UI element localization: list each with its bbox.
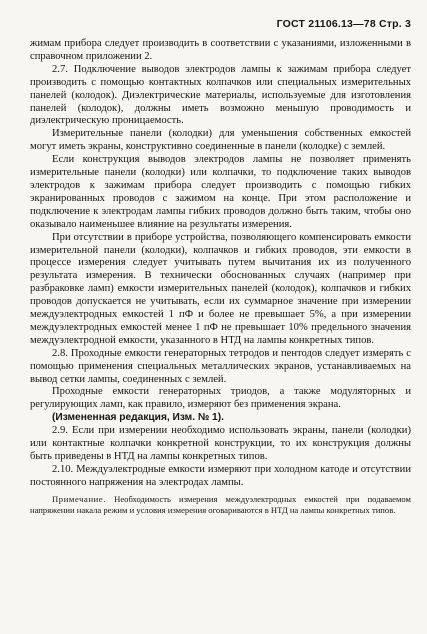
paragraph-2-7: 2.7. Подключение выводов электродов лампы к зажимам прибора следует производить с помощью контактных колпачков или специальных измерительных панелей (колодок). Диэлектрические материалы, используемые для изготовления панелей (колодок), должны иметь возможно меньшую проводимость и диэлектрическую проницаемость. (30, 63, 411, 127)
paragraph-2-9: 2.9. Если при измерении необходимо использовать экраны, панели (колодки) или контактные колпачки конкретной конструкции, то их конструкция должны быть приведены в НТД на лампы конкретных типов. (30, 425, 411, 462)
paragraph-continuation: жимам прибора следует производить в соответствии с указаниями, изложенными в справочном приложении 2. (30, 38, 411, 62)
paragraph-flexible-wires: Если конструкция выводов электродов лампы не позволяет применять измерительные панели (колодки) или колпачки, то подключение таких выводов электродов к зажимам прибора следует производить с помощью гибких экранированных проводов с зажимом на конце. При этом расположение и подключение к электродам лампы гибких проводов должно быть таким, чтобы оно оказывало наименьшее влияние на результаты измерения. (30, 154, 411, 230)
footnote-lead: Примечание. (52, 493, 107, 504)
document-body (30, 38, 411, 516)
paragraph-compensation: При отсутствии в приборе устройства, позволяющего компенсировать емкости измерительной панели (колодки), колпачков и гибких проводов, эти емкости в процессе измерения следует учитывать путем вычитания их из полученного результата измерения. В технически обоснованных случаях (например при разбраковке ламп) емкости измерительных панелей (колодок), колпачков и гибких проводов допускается не учитывать, если их суммарное значение при измерении междуэлектродных емкостей 1 пФ и более не превышает 5%, а при измерении междуэлектродных емкостей менее 1 пФ не превышает 10% предельного значения междуэлектродной емкости, указанного в НТД на лампы конкретных типов. (30, 231, 411, 346)
paragraph-triodes: Проходные емкости генераторных триодов, а также модуляторных и регулирующих ламп, как правило, измеряют без применения экрана. (30, 386, 411, 411)
paragraph-2-10: 2.10. Междуэлектродные емкости измеряют при холодном катоде и отсутствии постоянного напряжения на электродах лампы. (30, 463, 411, 488)
page-header: ГОСТ 21106.13—78 Стр. 3 (276, 18, 411, 30)
paragraph-panels: Измерительные панели (колодки) для уменьшения собственных емкостей могут иметь экраны, конструктивно соединенные в панели (колодке) с землей. (30, 128, 411, 153)
footnote (30, 494, 411, 516)
paragraph-2-8: 2.8. Проходные емкости генераторных тетродов и пентодов следует измерять с помощью применения специальных металлических экранов, устанавливаемых на вывод сетки лампы, соединенных с землей. (30, 347, 411, 385)
amendment-note: (Измененная редакция, Изм. № 1). (52, 412, 224, 424)
document-page (30, 0, 411, 634)
footnote-text: Необходимость измерения междуэлектродных емкостей при подаваемом напряжении накала режим и условия измерения оговариваются в НТД на лампы конкретных типов. (30, 493, 411, 515)
